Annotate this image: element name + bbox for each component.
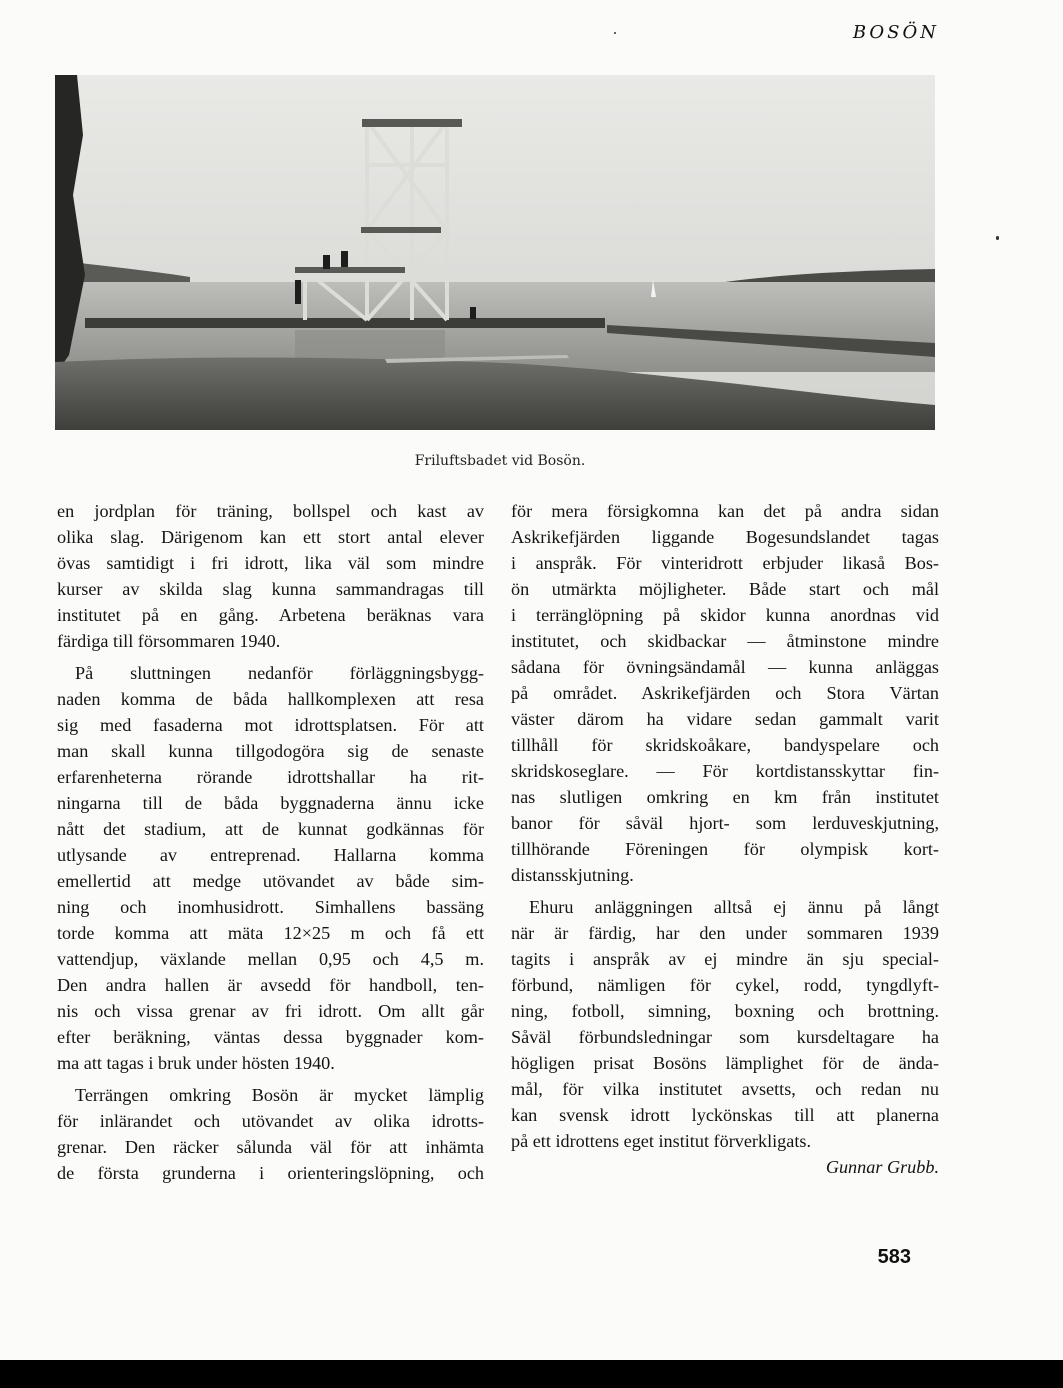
text-line: institutet, och skidbackar — åtminstone mindre	[511, 631, 939, 651]
text-line: erfarenheterna rörande idrottshallar ha rit-	[57, 767, 484, 787]
text-line: tillhåll för skridskoåkare, bandyspelare och	[511, 735, 939, 755]
text-line: väster därom ha vidare sedan gammalt varit	[511, 709, 939, 729]
text-line: Såväl förbundsledningar som kursdeltagare ha	[511, 1027, 939, 1047]
text-line: grenar. Den räcker sålunda väl för att inhämta	[57, 1137, 484, 1157]
text-line: man skall kunna tillgodogöra sig de senaste	[57, 741, 484, 761]
paper-speck	[996, 236, 999, 240]
text-line: för inlärandet och utövandet av olika idrotts-	[57, 1111, 484, 1131]
text-line: emellertid att medge utövandet av både sim-	[57, 871, 484, 891]
low-platform	[295, 267, 405, 273]
text-line: Terrängen omkring Bosön är mycket lämplig	[75, 1085, 484, 1105]
text-line: institutet på en gång. Arbetena beräknas vara	[57, 605, 484, 625]
text-line: mål, för vilka institutet avsetts, och redan nu	[511, 1079, 939, 1099]
text-line: Askrikefjärden liggande Bogesundslandet tagas	[511, 527, 939, 547]
text-line: övas samtidigt i fri idrott, lika väl som mindre	[57, 553, 484, 573]
worker-figure	[470, 307, 476, 319]
author-signature: Gunnar Grubb.	[825, 1157, 939, 1177]
text-line: ön utmärkta möjligheter. Både start och mål	[511, 579, 939, 599]
text-line: ning, fotboll, simning, boxning och brottning.	[511, 1001, 939, 1021]
page-number: 583	[877, 1246, 911, 1268]
text-line: när är färdig, har den under sommaren 1939	[511, 923, 939, 943]
text-line: kan svensk idrott lyckönskas till att planerna	[511, 1105, 939, 1125]
worker-figure	[295, 280, 301, 304]
text-line: sig med fasaderna mot idrottsplatsen. För att	[57, 715, 484, 735]
text-line: på området. Askrikefjärden och Stora Värtan	[511, 683, 939, 703]
photo-diving-tower	[55, 75, 935, 430]
text-line: de första grunderna i orienteringslöpning, och	[57, 1163, 484, 1183]
text-line: kurser av skilda slag kunna sammandragas till	[57, 579, 484, 599]
text-line: ning och inomhusidrott. Simhallens bassäng	[57, 897, 484, 917]
running-title: BOSÖN	[852, 22, 939, 43]
text-line: i terränglöpning på skidor kunna anordnas vid	[511, 605, 939, 625]
text-line: för mera försigkomna kan det på andra sidan	[511, 501, 939, 521]
pier	[85, 318, 605, 328]
right-column	[511, 498, 939, 1180]
text-line: Den andra hallen är avsedd för handboll, ten-	[57, 975, 484, 995]
text-line: tagits i anspråk av ej mindre än sju special-	[511, 949, 939, 969]
text-line: nis och vissa grenar av fri idrott. Om allt går	[57, 1001, 484, 1021]
text-line: nas slutligen omkring en km från institutet	[511, 787, 939, 807]
text-line: skridskoseglare. — För kortdistansskyttar fin-	[511, 761, 939, 781]
text-line: ningarna till de båda byggnaderna ännu icke	[57, 793, 484, 813]
paper-speck	[614, 32, 616, 34]
text-line: Ehuru anläggningen alltså ej ännu på långt	[529, 897, 939, 917]
worker-figure	[323, 255, 330, 269]
figure-caption: Friluftsbadet vid Bosön.	[414, 453, 586, 469]
text-line: efter beräkning, väntas dessa byggnader kom-	[57, 1027, 484, 1047]
text-line: banor för såväl hjort- som lerduveskjutning,	[511, 813, 939, 833]
text-line: distansskjutning.	[511, 865, 634, 885]
text-line: På sluttningen nedanför förläggningsbygg-	[75, 663, 484, 683]
top-platform	[362, 119, 462, 127]
text-line: sådana för övningsändamål — kunna anläggas	[511, 657, 939, 677]
text-line: utlysande av entreprenad. Hallarna komma	[57, 845, 484, 865]
text-line: vattendjup, växlande mellan 0,95 och 4,5 m.	[57, 949, 484, 969]
text-line: på ett idrottens eget institut förverkligats.	[511, 1131, 812, 1151]
text-line: i anspråk. För vinteridrott erbjuder likaså Bos-	[511, 553, 939, 573]
text-line: tillhörande Föreningen för olympisk kort-	[511, 839, 939, 859]
text-line: torde komma att mäta 12×25 m och få ett	[57, 923, 484, 943]
mid-platform	[361, 227, 441, 233]
text-line: naden komma de båda hallkomplexen att resa	[57, 689, 484, 709]
text-line: nått det stadium, att de kunnat godkännas för	[57, 819, 484, 839]
left-column	[57, 498, 484, 1186]
text-line: ma att tagas i bruk under hösten 1940.	[57, 1053, 335, 1073]
text-line: högligen prisat Bosöns lämplighet för de ända-	[511, 1053, 939, 1073]
worker-figure	[341, 251, 348, 267]
text-line: olika slag. Därigenom kan ett stort antal elever	[57, 527, 484, 547]
text-line: en jordplan för träning, bollspel och kast av	[57, 501, 484, 521]
text-line: färdiga till försommaren 1940.	[57, 631, 281, 651]
text-line: förbund, nämligen för cykel, rodd, tyngdlyft-	[511, 975, 939, 995]
